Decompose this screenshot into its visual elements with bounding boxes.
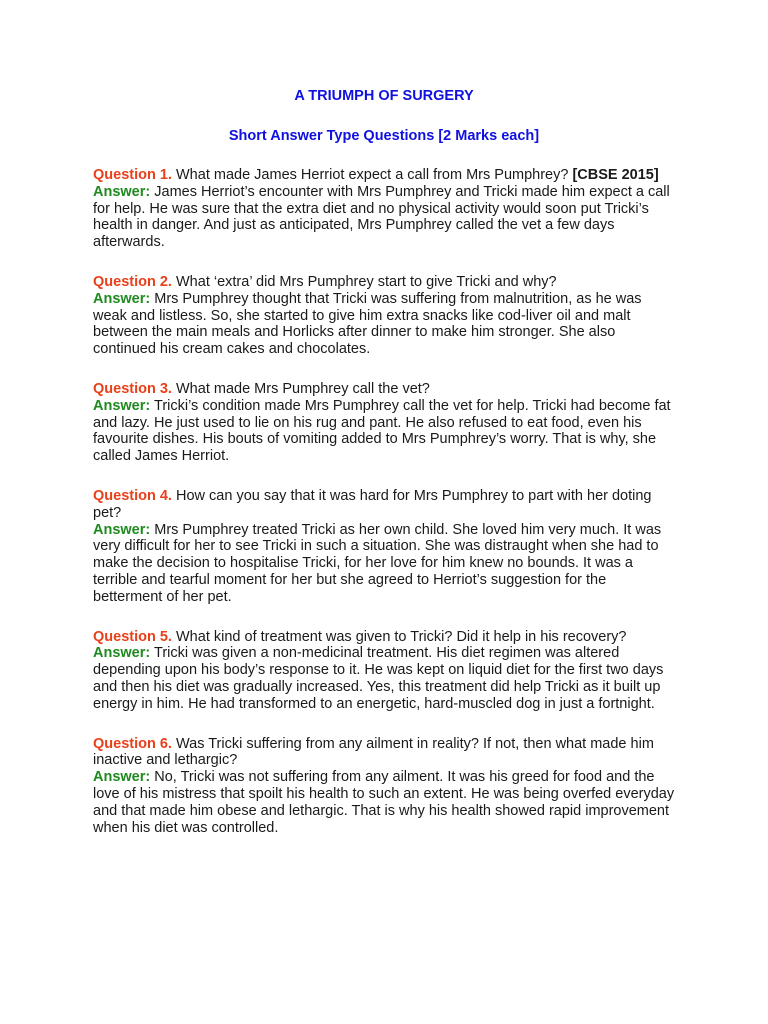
answer-label: Answer:	[93, 645, 151, 662]
answer-2	[93, 291, 675, 358]
question-label: Question 5.	[93, 628, 172, 645]
question-text: What ‘extra’ did Mrs Pumphrey start to give Tricki and why?	[176, 273, 557, 290]
question-1	[93, 167, 675, 184]
question-3	[93, 381, 675, 398]
question-text: What kind of treatment was given to Tricki? Did it help in his recovery?	[176, 628, 627, 645]
answer-label: Answer:	[93, 397, 151, 414]
qa-item-6	[93, 736, 675, 837]
question-2	[93, 274, 675, 291]
question-label: Question 4.	[93, 487, 172, 504]
answer-text: Tricki was given a non-medicinal treatment. His diet regimen was altered depending upon his body’s response to it. He was kept on liquid diet for the first two days and then his diet was gradually increased. Yes, this treatment did help Tricki as it built up energy in him. He had transformed to an energetic, hard-muscled dog in just a fortnight.	[93, 645, 664, 712]
question-label: Question 6.	[93, 735, 172, 752]
document-title: A TRIUMPH OF SURGERY	[294, 88, 474, 104]
qa-item-4	[93, 488, 675, 606]
question-4	[93, 488, 675, 522]
answer-label: Answer:	[93, 290, 151, 307]
answer-3	[93, 398, 675, 465]
answer-label: Answer:	[93, 769, 151, 786]
answer-text: Mrs Pumphrey treated Tricki as her own child. She loved him very much. It was very difficult for her to see Tricki in such a situation. She was distraught when she had to make the decision to hospitalise Tricki, for her love for him knew no bounds. It was a terrible and tearful moment for her but she agreed to Herriot’s suggestion for the betterment of her pet.	[93, 521, 662, 605]
question-label: Question 1.	[93, 167, 172, 183]
qa-list	[93, 167, 675, 836]
question-6	[93, 736, 675, 770]
qa-item-3	[93, 381, 675, 465]
qa-item-5	[93, 629, 675, 713]
question-5	[93, 629, 675, 646]
answer-6	[93, 769, 675, 836]
answer-label: Answer:	[93, 183, 151, 200]
document-page	[93, 87, 675, 859]
document-subtitle: Short Answer Type Questions [2 Marks each]	[228, 128, 540, 144]
question-label: Question 3.	[93, 380, 172, 397]
question-text: How can you say that it was hard for Mrs Pumphrey to part with her doting pet?	[93, 487, 652, 521]
answer-text: No, Tricki was not suffering from any ailment. It was his greed for food and the love of his mistress that spoilt his health to such an extent. He was being overfed everyday and that made him obese and lethargic. That is why his health showed rapid improvement when his diet was controlled.	[93, 769, 675, 836]
qa-item-1	[93, 167, 675, 251]
question-label: Question 2.	[93, 273, 172, 290]
answer-text: James Herriot’s encounter with Mrs Pumphrey and Tricki made him expect a call for help. He was sure that the extra diet and no physical activity would soon put Tricki’s health in danger. And just as anticipated, Mrs Pumphrey called the vet a few days afterwards.	[93, 183, 670, 251]
answer-text: Tricki’s condition made Mrs Pumphrey call the vet for help. Tricki had become fat and lazy. He just used to lie on his rug and pant. He also refused to eat food, even his favourite dishes. His bouts of vomiting added to Mrs Pumphrey’s worry. That is why, she called James Herriot.	[93, 397, 671, 465]
qa-item-2	[93, 274, 675, 358]
answer-5	[93, 645, 675, 712]
answer-label: Answer:	[93, 521, 151, 538]
question-text: Was Tricki suffering from any ailment in reality? If not, then what made him inactive and lethargic?	[93, 735, 654, 769]
answer-4	[93, 522, 675, 606]
question-tag: [CBSE 2015]	[572, 167, 659, 183]
question-text: What made James Herriot expect a call from Mrs Pumphrey?	[176, 167, 569, 183]
answer-1	[93, 184, 675, 251]
question-text: What made Mrs Pumphrey call the vet?	[176, 380, 430, 397]
answer-text: Mrs Pumphrey thought that Tricki was suffering from malnutrition, as he was weak and listless. So, she started to give him extra snacks like cod-liver oil and malt between the main meals and Horlicks after dinner to make him stronger. She also continued his cream cakes and chocolates.	[93, 290, 642, 358]
